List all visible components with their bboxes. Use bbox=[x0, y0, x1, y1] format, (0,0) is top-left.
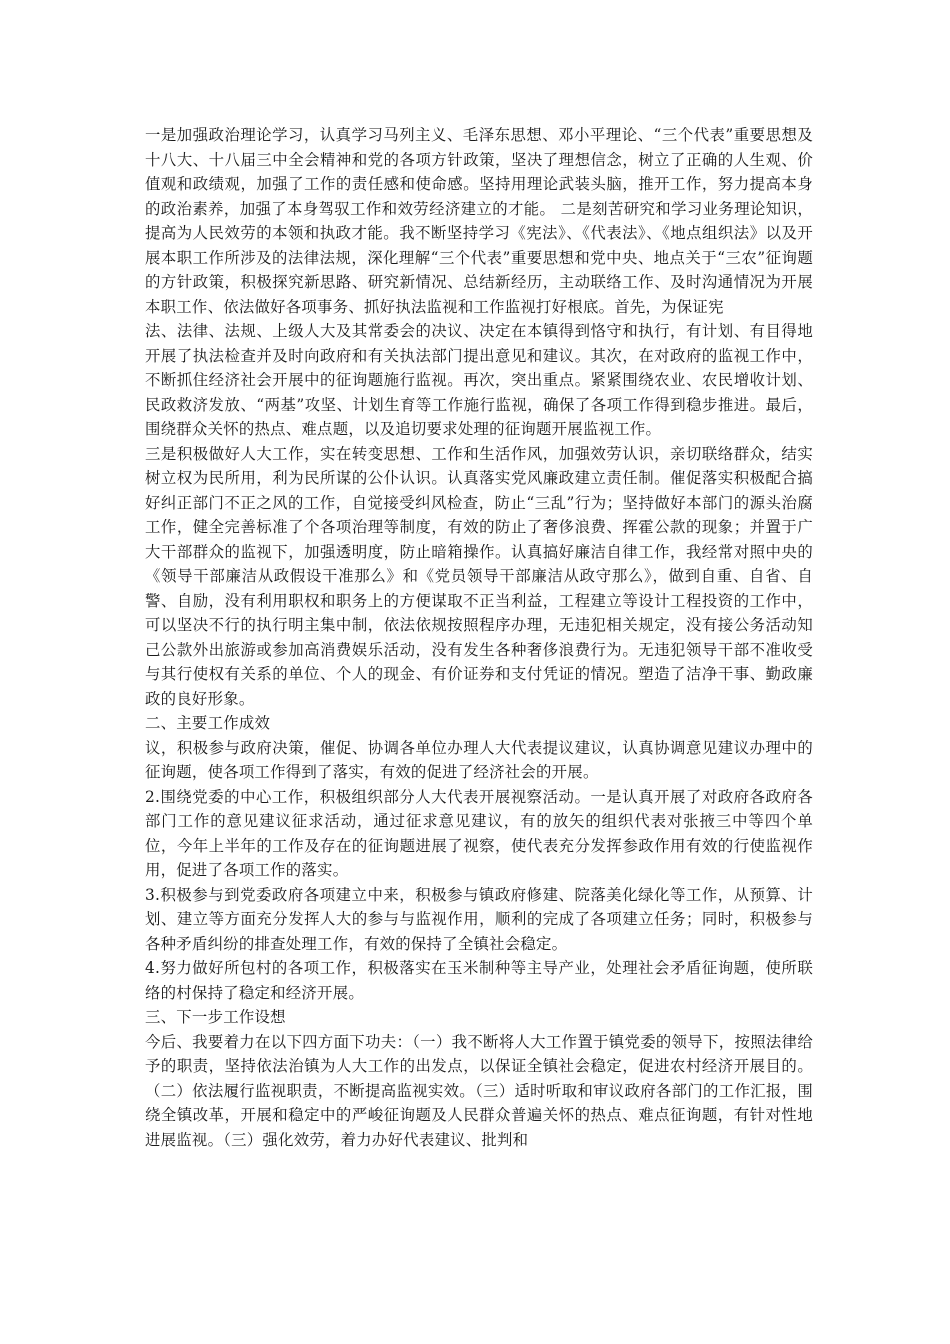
paragraph-achievement-2: 2.围绕党委的中心工作，积极组织部分人大代表开展视察活动。一是认真开展了对政府各政府各部门工作的意见建议征求活动，通过征求意见建议，有的放矢的组织代表对张掖三中等四个单位，今年上半年的工作及存在的征询题进展了视察，使代表充分发挥参政作用有效的行使监视作用，促进了各项工作的落实。 bbox=[145, 787, 813, 879]
paragraph-supervision: 法、法律、法规、上级人大及其常委会的决议、决定在本镇得到恪守和执行，有计划、有目得地开展了执法检查并及时向政府和有关执法部门提出意见和建议。其次，在对政府的监视工作中，不断抓住经济社会开展中的征询题施行监视。再次，突出重点。紧紧围绕农业、农民增收计划、民政救济发放、“两基”攻坚、计划生育等工作施行监视，确保了各项工作得到稳步推进。最后，围绕群众关怀的热点、难点题，以及追切要求处理的征询题开展监视工作。 bbox=[145, 322, 813, 438]
paragraph-study-theory: 一是加强政治理论学习，认真学习马列主义、毛泽东思想、邓小平理论、“三个代表”重要思想及十八大、十八届三中全会精神和党的各项方针政策，坚决了理想信念，树立了正确的人生观、价值观和政绩观，加强了工作的责任感和使命感。坚持用理论武装头脑，推开工作，努力提高本身的政治素养，加强了本身驾驭工作和效劳经济建立的才能。 二是刻苦研究和学习业务理论知识，提高为人民效劳的本领和执政才能。我不断坚持学习《宪法》、《代表法》、《地点组织法》以及开展本职工作所涉及的法律法规，深化理解“三个代表”重要思想和党中央、地点关于“三农”征询题的方针政策，积极探究新思路、研究新情况、总结新经历，主动联络工作、及时沟通情况为开展本职工作、依法做好各项事务、抓好执法监视和工作监视打好根底。首先，为保证宪 bbox=[145, 126, 813, 316]
paragraph-work-style: 三是积极做好人大工作，实在转变思想、工作和生活作风，加强效劳认识，亲切联络群众，结实树立权为民所用，利为民所谋的公仆认识。认真落实党风廉政建立责任制。催促落实积极配合搞好纠正部门不正之风的工作，自觉接受纠风检查，防止“三乱”行为；坚持做好本部门的源头治腐工作，健全完善标准了个各项治理等制度，有效的防止了奢侈浪费、挥霍公款的现象；并置于广大干部群众的监视下，加强透明度，防止暗箱操作。认真搞好廉洁自律工作，我经常对照中央的《领导干部廉洁从政假设干准那么》和《党员领导干部廉洁从政守那么》，做到自重、自省、自警、自励，没有利用职权和职务上的方便谋取不正当利益，工程建立等设计工程投资的工作中，可以坚决不行的执行明主集中制，依法依规按照程序办理，无违犯相关规定，没有接公务活动知己公款外出旅游或参加高消费娱乐活动，没有发生各种奢侈浪费行为。无违犯领导干部不准收受与其行使权有关系的单位、个人的现金、有价证券和支付凭证的情况。塑造了洁净干事、勤政廉政的良好形象。 bbox=[145, 444, 813, 708]
paragraph-achievement-1: 议，积极参与政府决策，催促、协调各单位办理人大代表提议建议，认真协调意见建议办理中的征询题，使各项工作得到了落实，有效的促进了经济社会的开展。 bbox=[145, 738, 813, 781]
section-heading-achievements: 二、主要工作成效 bbox=[145, 714, 271, 732]
section-heading-next-steps: 三、下一步工作设想 bbox=[145, 1008, 286, 1026]
paragraph-achievement-3: 3.积极参与到党委政府各项建立中来，积极参与镇政府修建、院落美化绿化等工作，从预算、计划、建立等方面充分发挥人大的参与与监视作用，顺利的完成了各项建立任务；同时，积极参与各种矛盾纠纷的排查处理工作，有效的保持了全镇社会稳定。 bbox=[145, 885, 813, 953]
paragraph-achievement-4: 4.努力做好所包村的各项工作，积极落实在玉米制种等主导产业，处理社会矛盾征询题，使所联络的村保持了稳定和经济开展。 bbox=[145, 959, 813, 1002]
paragraph-future-plans: 今后、我要着力在以下四方面下功夫：（一）我不断将人大工作置于镇党委的领导下，按照法律给予的职责，坚持依法治镇为人大工作的出发点，以保证全镇社会稳定，促进农村经济开展目的。（二）依法履行监视职责，不断提高监视实效。（三）适时听取和审议政府各部门的工作汇报，围绕全镇改革，开展和稳定中的严峻征询题及人民群众普遍关怀的热点、难点征询题，有针对性地进展监视。（三）强化效劳，着力办好代表建议、批判和 bbox=[145, 1032, 813, 1149]
document-body bbox=[145, 123, 813, 1152]
